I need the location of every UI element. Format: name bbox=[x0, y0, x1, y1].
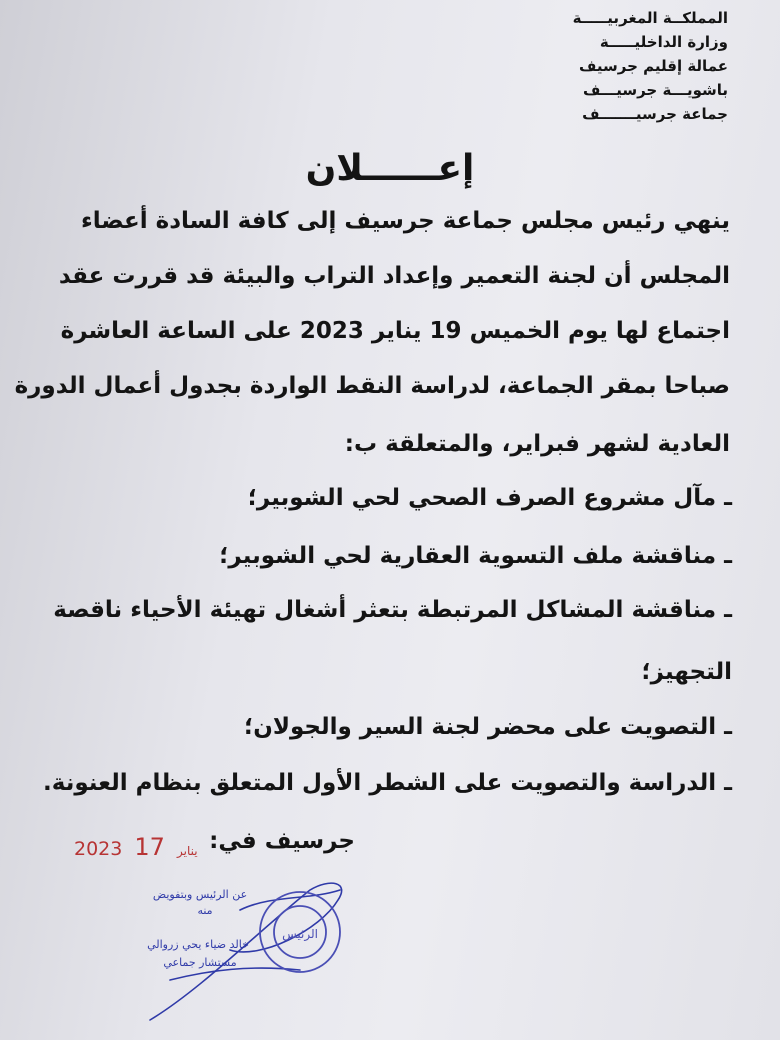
letterhead-line: المملكــة المغربيـــــة bbox=[572, 9, 728, 27]
agenda-item: ـ مناقشة ملف التسوية العقارية لحي الشوبير؛ bbox=[219, 543, 732, 569]
place-label: جرسيف في: bbox=[209, 828, 355, 854]
agenda-item: ـ مناقشة المشاكل المرتبطة بتعثر أشغال تهيئة الأحياء ناقصة bbox=[53, 597, 732, 623]
agenda-item: ـ مآل مشروع الصرف الصحي لحي الشوبير؛ bbox=[247, 485, 732, 511]
svg-text:مستشار جماعي: مستشار جماعي bbox=[163, 956, 237, 969]
body-line: صباحا بمقر الجماعة، لدراسة النقط الواردة بجدول أعمال الدورة bbox=[14, 373, 730, 399]
body-line: المجلس أن لجنة التعمير وإعداد التراب والبيئة قد قررت عقد bbox=[58, 263, 730, 289]
letterhead-line: عمالة إقليم جرسيف bbox=[579, 57, 728, 75]
agenda-item: ـ الدراسة والتصويت على الشطر الأول المتعلق بنظام العنونة. bbox=[43, 770, 732, 796]
date-stamp bbox=[74, 833, 208, 861]
body-line: اجتماع لها يوم الخميس 19 يناير 2023 على الساعة العاشرة bbox=[60, 318, 730, 344]
svg-text:الرئيس: الرئيس bbox=[282, 927, 318, 941]
body-line: ينهي رئيس مجلس جماعة جرسيف إلى كافة السادة أعضاء bbox=[80, 208, 730, 234]
body-line: العادية لشهر فبراير، والمتعلقة ب: bbox=[344, 431, 730, 457]
svg-text:خالد ضياء يحي زروالي: خالد ضياء يحي زروالي bbox=[147, 938, 249, 951]
date-month: يناير bbox=[177, 844, 198, 858]
svg-text:عن الرئيس وبتفويض: عن الرئيس وبتفويض bbox=[152, 888, 248, 901]
svg-text:منه: منه bbox=[197, 904, 213, 917]
letterhead-line: جماعة جرسيـــــــف bbox=[582, 105, 728, 123]
date-year: 2023 bbox=[74, 838, 123, 860]
date-day: 17 bbox=[134, 833, 165, 861]
agenda-item-continuation: التجهيز؛ bbox=[641, 659, 732, 685]
letterhead-line: باشويـــة جرسيـــف bbox=[582, 81, 728, 99]
agenda-item: ـ التصويت على محضر لجنة السير والجولان؛ bbox=[244, 714, 732, 740]
letterhead-line: وزارة الداخليـــــة bbox=[599, 33, 728, 51]
announcement-title: إعــــــلان bbox=[305, 148, 475, 189]
signature-block bbox=[110, 870, 380, 1030]
signature-stamp-image bbox=[110, 870, 380, 1030]
letterhead bbox=[488, 6, 728, 126]
